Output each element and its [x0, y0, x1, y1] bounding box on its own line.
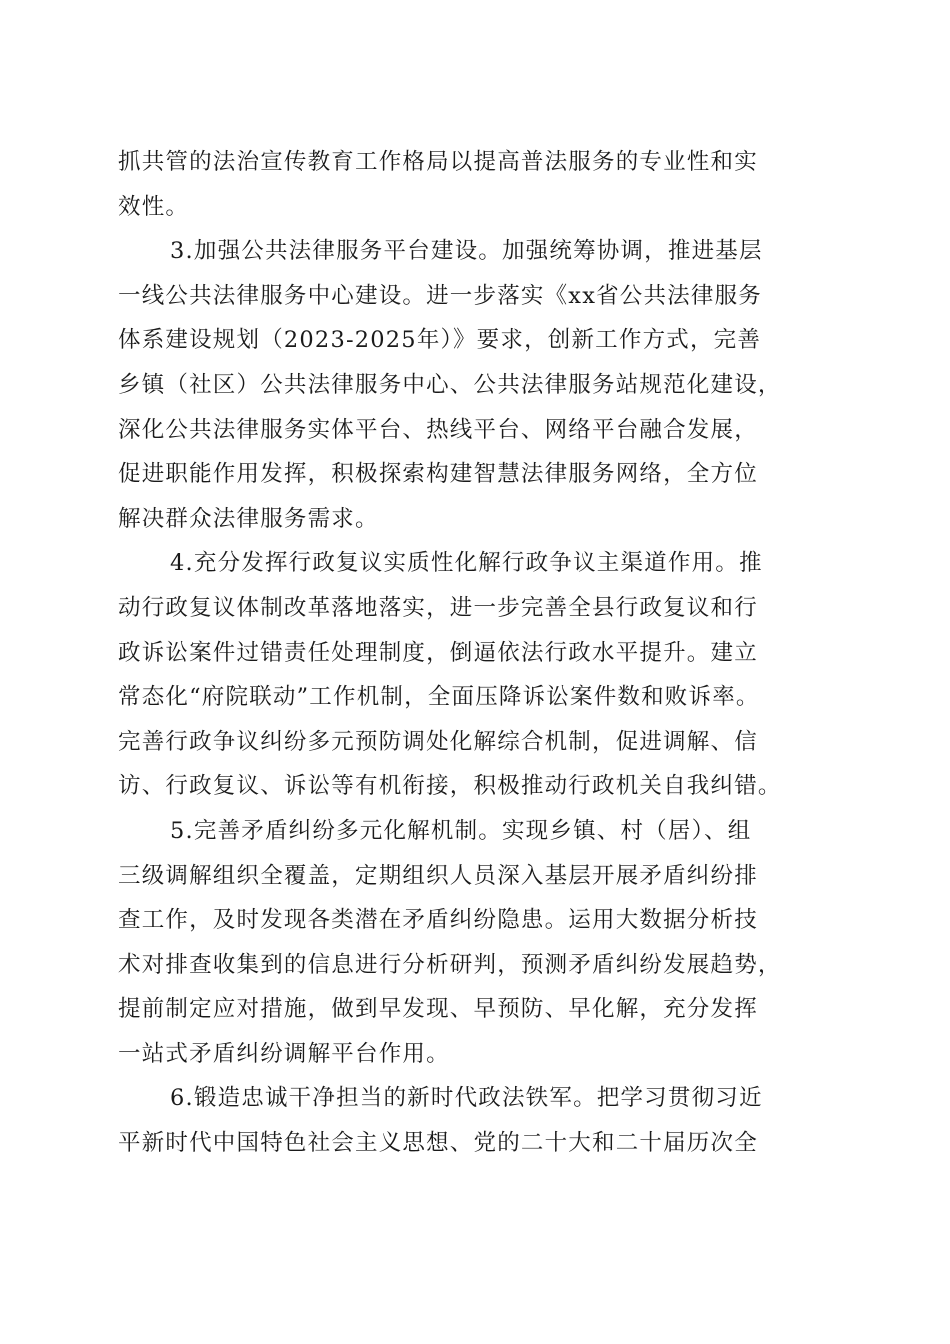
document-body [118, 140, 838, 1166]
text-line: 访、行政复议、诉讼等有机衔接，积极推动行政机关自我纠错。 [118, 773, 782, 800]
text-line: 抓共管的法治宣传教育工作格局以提高普法服务的专业性和实 [118, 149, 758, 175]
text-line: 术对排查收集到的信息进行分析研判，预测矛盾纠纷发展趋势， [118, 951, 782, 978]
text-line: 平新时代中国特色社会主义思想、党的二十大和二十届历次全 [118, 1130, 758, 1157]
paragraph-6-heading-line: 6.锻造忠诚干净担当的新时代政法铁军。把学习贯彻习近 [170, 1085, 763, 1112]
text-line: 常态化“府院联动”工作机制，全面压降诉讼案件数和败诉率。 [118, 684, 760, 711]
text-line: 提前制定应对措施，做到早发现、早预防、早化解，充分发挥 [118, 996, 758, 1023]
text-line: 乡镇（社区）公共法律服务中心、公共法律服务站规范化建设， [118, 371, 782, 398]
text-line: 促进职能作用发挥，积极探索构建智慧法律服务网络，全方位 [118, 461, 758, 488]
text-line: 查工作，及时发现各类潜在矛盾纠纷隐患。运用大数据分析技 [118, 907, 758, 934]
paragraph-3-heading-line: 3.加强公共法律服务平台建设。加强统筹协调，推进基层 [170, 238, 763, 265]
text-line: 三级调解组织全覆盖，定期组织人员深入基层开展矛盾纠纷排 [118, 862, 758, 889]
text-line: 完善行政争议纠纷多元预防调处化解综合机制，促进调解、信 [118, 728, 758, 755]
text-line: 一站式矛盾纠纷调解平台作用。 [118, 1040, 450, 1067]
text-line: 政诉讼案件过错责任处理制度，倒逼依法行政水平提升。建立 [118, 639, 758, 666]
paragraph-4-heading-line: 4.充分发挥行政复议实质性化解行政争议主渠道作用。推 [170, 550, 763, 577]
text-line: 效性。 [118, 193, 190, 220]
text-line: 深化公共法律服务实体平台、热线平台、网络平台融合发展， [118, 416, 758, 443]
text-line: 解决群众法律服务需求。 [118, 505, 379, 532]
text-line: 体系建设规划（2023-2025年）》要求，创新工作方式，完善 [118, 327, 762, 354]
paragraph-5-heading-line: 5.完善矛盾纠纷多元化解机制。实现乡镇、村（居）、组 [170, 817, 752, 844]
text-line: 动行政复议体制改革落地落实，进一步完善全县行政复议和行 [118, 594, 758, 621]
text-line: 一线公共法律服务中心建设。进一步落实《xx省公共法律服务 [118, 282, 762, 309]
